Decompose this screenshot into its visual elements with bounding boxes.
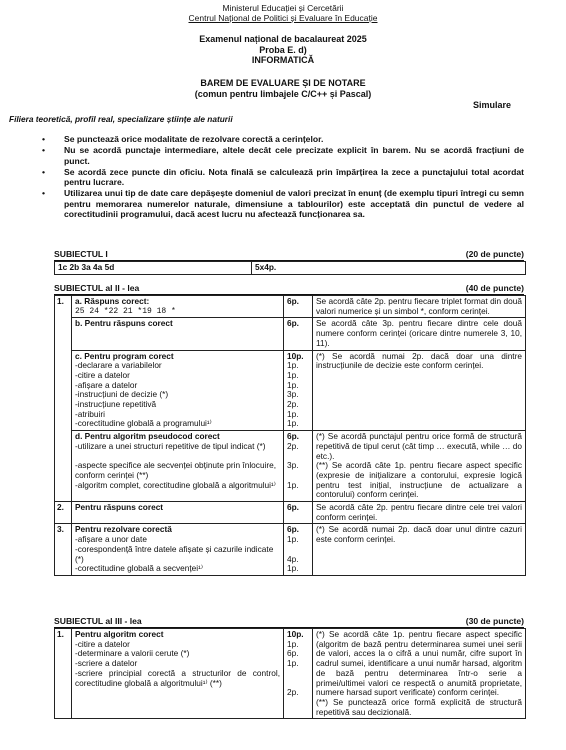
q1d-item-points: 1p. — [287, 479, 299, 490]
subject2-heading — [54, 283, 524, 295]
q1c-item-points: 3p. — [287, 389, 299, 400]
q1d-item: -utilizare a unei structuri repetitive de tipul indicat (*) — [75, 440, 266, 451]
subject2-title: SUBIECTUL al II - lea — [54, 283, 140, 293]
s3q1-item-points: 1p. — [287, 638, 299, 649]
general-rules — [54, 134, 524, 220]
q1a-title: a. Răspuns corect: — [75, 296, 150, 306]
rule-item: • Nu se acordă punctaje intermediare, altele decât cele precizate explicit în barem. Nu se acordă fracțiuni de punct. — [54, 145, 524, 166]
subject3-table — [54, 628, 526, 719]
table-row — [55, 431, 526, 502]
s3q1-item: -citire a datelor — [75, 638, 130, 649]
table-row — [55, 296, 526, 318]
q3-note: (*) Se acordă numai 2p. dacă doar unul dintre cazuri este conform cerinței. — [313, 524, 526, 576]
s3q1-item: -scriere principial corectă a structurilor de control, corectitudine globală a algoritmului¹⁾ (**) — [75, 667, 280, 688]
subject1-points: (20 de puncte) — [465, 249, 524, 259]
q1d-item-points: 2p. — [287, 440, 299, 451]
q3-points: 6p. — [287, 524, 299, 535]
q1d-item-points: 3p. — [287, 460, 299, 471]
s3q1-item-points: 1p. — [287, 658, 299, 669]
s3q1-item: -scriere a datelor — [75, 658, 138, 669]
document-header — [0, 3, 566, 23]
q3-item: -afișare a unor date — [75, 534, 147, 545]
s3q1-points: 10p. — [287, 629, 304, 639]
barem-title-block — [0, 78, 566, 99]
q3-item-points: 4p. — [287, 553, 299, 564]
q1d-note-2: (**) Se acordă câte 1p. pentru fiecare aspect specific (expresie de inițializare a contorului, expresie logică pentru test inițial, instrucțiune de actualizare a contorului) conform cerinței. — [316, 460, 522, 500]
subject2-table — [54, 295, 526, 576]
q3-number: 3. — [55, 524, 72, 576]
q1c-item-points: 1p. — [287, 369, 299, 380]
q1c-item: -atribuiri — [75, 408, 105, 419]
q1d-points: 6p. — [287, 431, 299, 442]
s3q1-number: 1. — [55, 629, 72, 719]
subject-name: INFORMATICĂ — [251, 55, 315, 65]
q1d-cell — [72, 431, 284, 502]
table-row — [55, 524, 526, 576]
subject3-heading — [54, 616, 524, 628]
table-row — [55, 502, 526, 524]
q1c-item-points: 1p. — [287, 379, 299, 390]
filiera-label: Filiera teoretică, profil real, specializare științe ale naturii — [9, 114, 233, 124]
rule-item: • Utilizarea unui tip de date care depășește domeniul de valori precizat în enunț (de exemplu tipuri întregi cu semn pentru memorarea numerelor naturale, dimensiune a tablourilor) este acceptată din punctul de vedere al corectitudinii programului, dacă acest lucru nu afectează funcționarea sa. — [54, 188, 524, 220]
s3q1-item-points: 6p. — [287, 648, 299, 659]
table-row — [55, 318, 526, 350]
subject1-heading — [54, 249, 524, 261]
q1a-answer: 25 24 *22 21 *19 18 * — [75, 306, 176, 316]
q3-points-cell — [284, 524, 313, 576]
subject3-title: SUBIECTUL al III - lea — [54, 616, 142, 626]
barem-title: BAREM DE EVALUARE ȘI DE NOTARE — [200, 78, 366, 88]
subject1-scoring: 5x4p. — [252, 262, 526, 275]
q1b-points: 6p. — [284, 318, 313, 350]
q1a-cell — [72, 296, 284, 318]
q1d-note-1: (*) Se acordă punctajul pentru orice formă de structură repetitivă de tipul cerut (cât timp … execută, while … do etc.). — [316, 431, 522, 461]
q1c-item-points: 1p. — [287, 360, 299, 371]
barem-subtitle: (comun pentru limbajele C/C++ și Pascal) — [194, 88, 372, 99]
s3q1-item-points: 2p. — [287, 687, 299, 698]
q1c-item: -instrucțiuni de decizie (*) — [75, 389, 169, 400]
subject1-answers: 1c 2b 3a 4a 5d — [55, 262, 252, 275]
s3q1-note-2: (**) Se punctează orice formă explicită de structură repetitivă sau decizională. — [316, 696, 522, 717]
s3q1-cell — [72, 629, 284, 719]
q1c-cell — [72, 350, 284, 431]
s3q1-note — [313, 629, 526, 719]
s3q1-title: Pentru algoritm corect — [75, 629, 164, 639]
table-row — [55, 350, 526, 431]
variant-label: Simulare — [472, 100, 511, 110]
q1c-item: -instrucțiune repetitivă — [75, 399, 157, 410]
proba-label: Proba E. d) — [259, 44, 307, 55]
q2-number: 2. — [55, 502, 72, 524]
q1-number: 1. — [55, 296, 72, 502]
rule-item: • Se acordă zece puncte din oficiu. Nota finală se calculează prin împărțirea la zece a punctajului total acordat pentru lucrare. — [54, 167, 524, 188]
q1c-item: -citire a datelor — [75, 369, 130, 380]
s3q1-note-1: (*) Se acordă câte 1p. pentru fiecare aspect specific (algoritm de bază pentru determinarea sumei unei serii de valori, acces la o cifră a unui număr, cifre suport în cadrul sumei, identificare a unui număr harsad, algoritm de bază pentru determinarea într-o serie a primei/ultimei valori ce respectă o anumită proprietate, numere harsad suport verificate) conform cerinței. — [316, 629, 522, 698]
center-name: Centrul Național de Politici și Evaluare în Educație — [188, 13, 378, 23]
q2-points: 6p. — [284, 502, 313, 524]
q1c-item-points: 2p. — [287, 399, 299, 410]
table-row — [55, 629, 526, 719]
q1c-points-cell — [284, 350, 313, 431]
q1d-item: -algoritm complet, corectitudine globală a algoritmului¹⁾ — [75, 479, 276, 490]
q1c-item-points: 1p. — [287, 408, 299, 419]
q1d-points-cell — [284, 431, 313, 502]
q1b-note: Se acordă câte 3p. pentru fiecare dintre cele două numere conform cerinței (oricare dintre numerele 3, 10, 11). — [313, 318, 526, 350]
q3-item-points: 1p. — [287, 563, 299, 574]
s3q1-points-cell — [284, 629, 313, 719]
q1a-note: Se acordă câte 2p. pentru fiecare triplet format din două valori numerice și un simbol *, conform cerinței. — [313, 296, 526, 318]
exam-name: Examenul național de bacalaureat 2025 — [199, 34, 367, 44]
q1c-item: -declarare a variabilelor — [75, 360, 162, 371]
q3-item: -corespondență între datele afișate și cazurile indicate (*) — [75, 543, 274, 564]
q1c-item-points: 1p. — [287, 418, 299, 429]
subject1-title: SUBIECTUL I — [54, 249, 108, 259]
q3-item-points: 1p. — [287, 534, 299, 545]
q3-title: Pentru rezolvare corectă — [75, 524, 172, 535]
subject1-table — [54, 261, 526, 275]
subject2-points: (40 de puncte) — [465, 283, 524, 293]
table-row — [55, 262, 526, 275]
q1d-note — [313, 431, 526, 502]
rule-item: • Se punctează orice modalitate de rezolvare corectă a cerințelor. — [54, 134, 524, 145]
subject3-points: (30 de puncte) — [465, 616, 524, 626]
q1c-points: 10p. — [287, 350, 304, 361]
q1b-title: b. Pentru răspuns corect — [72, 318, 284, 350]
exam-title-block — [0, 34, 566, 66]
q1c-note: (*) Se acordă numai 2p. dacă doar una dintre instrucțiunile de decizie este conform cerinței. — [313, 350, 526, 431]
q1a-points: 6p. — [284, 296, 313, 318]
q2-note: Se acordă câte 2p. pentru fiecare dintre cele trei valori conform cerinței. — [313, 502, 526, 524]
q1c-item: -corectitudine globală a programului¹⁾ — [75, 418, 212, 429]
q3-cell — [72, 524, 284, 576]
q3-item: -corectitudine globală a secvenței¹⁾ — [75, 563, 203, 574]
q2-title: Pentru răspuns corect — [72, 502, 284, 524]
q1d-title: d. Pentru algoritm pseudocod corect — [75, 431, 220, 442]
s3q1-item: -determinare a valorii cerute (*) — [75, 648, 190, 659]
q1c-title: c. Pentru program corect — [75, 350, 174, 361]
q1d-item: -aspecte specifice ale secvenței obținute prin înlocuire, conform cerinței (**) — [75, 460, 277, 480]
q1c-item: -afișare a datelor — [75, 379, 138, 390]
ministry-name: Ministerul Educației și Cercetării — [222, 3, 344, 13]
